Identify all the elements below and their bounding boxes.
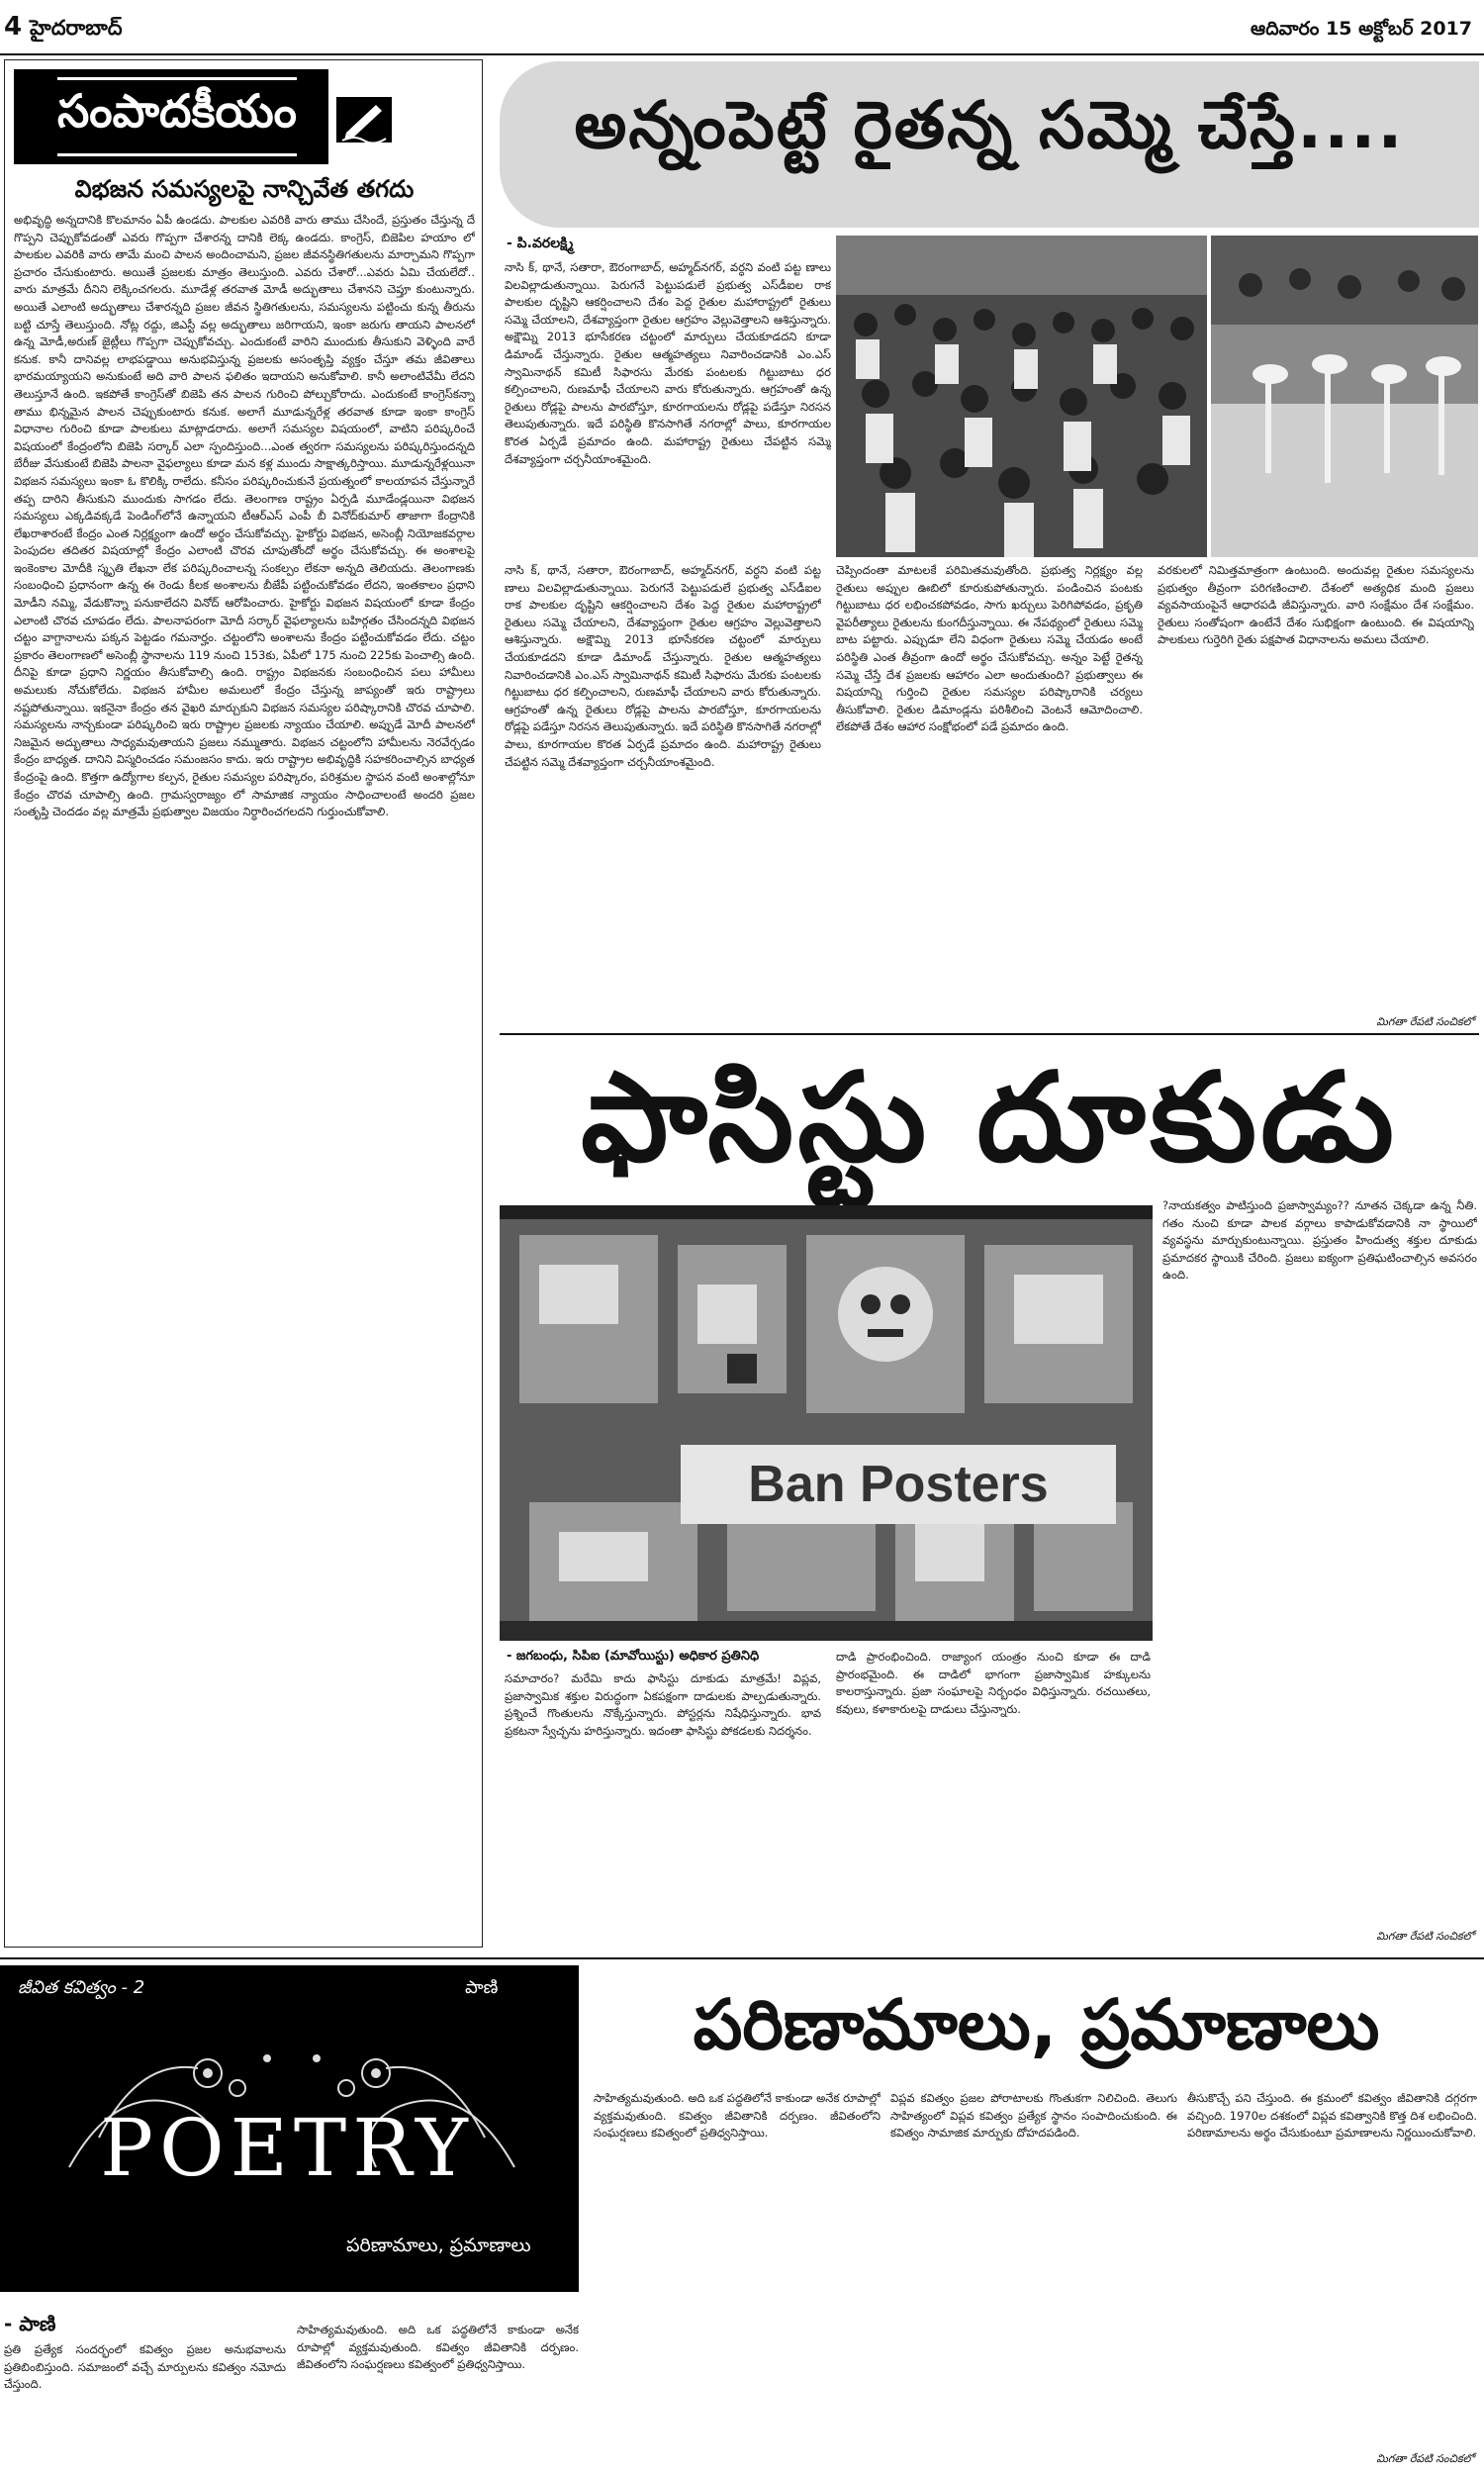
article1-column-3: వరకులలో నిమిత్తమాత్రంగా ఉంటుంది. అందువల్ల రైతుల సమస్యలను ప్రభుత్వం తీవ్రంగా పరిగణించాలి. దేశంలో అత్యధిక మంది ప్రజలు వ్యవసాయంపైనే ఆధారపడి జీవిస్తున్నారు. వారి సంక్షేమం దేశ సంక్షేమం. రైతులు సంతోషంగా ఉంటేనే దేశం సుభిక్షంగా ఉంటుంది. ఈ విషయాన్ని పాలకులు గుర్తెరిగి రైతు పక్షపాత విధానాలను అమలు చేయాలి.	[1158, 563, 1474, 647]
article1-column-1b: నాసి క్, థానే, సతారా, ఔరంగాబాద్, అహ్మద్‌నగర్, వర్ధని వంటి పట్ట ణాలు విలవిల్లాడుతున్నాయి. పెరుగనే పెట్టుపడులే ప్రభుత్వ ఎస్‌డీఐల రాక పాలకుల దృష్టిని ఆకర్షించాలని దేశం పెద్ద రైతుల మహారాష్ట్రలో రైతులు సమ్మె చేయాలని, దేశవ్యాప్తంగా రైతుల ఆగ్రహం వెల్లువెత్తాలని ఆశిస్తున్నారు. అక్షౌమ్ని 2013 భూసేకరణ చట్టంలో మార్పులు చేయకూడదని కూడా డిమాండ్ చేస్తున్నారు. రైతుల ఆత్మహత్యలు నివారించడానికి ఎం.ఎస్ స్వామినాథన్ కమిటీ సిఫారసు మేరకు పంటలకు గిట్టుబాటు ధర కల్పించాలని, రుణమాఫీ చేయాలని వారు కోరుతున్నారు. ఆగ్రహంతో ఉన్న రైతులు రోడ్లపై పాలను పారబోస్తూ, కూరగాయలను రోడ్లపై పడేస్తూ నిరసన తెలుపుతున్నారు. ఇదే పరిస్థితి కొనసాగితే నగరాల్లో పాలు, కూరగాయల కొరత ఏర్పడే ప్రమాదం ఉంది. మహారాష్ట్ర రైతులు చేపట్టిన సమ్మె దేశవ్యాప్తంగా చర్చనీయాంశమైంది.	[505, 563, 821, 769]
pen-icon	[334, 95, 394, 144]
milk-spill-photo	[1211, 236, 1478, 557]
article2-title: ఫాసిస్టు దూకుడు	[581, 1047, 1398, 1190]
article2-column-1: సమాచారం? మరేమి కాదు ఫాసిస్టు దూకుడు మాత్రమే! విప్లవ, ప్రజాస్వామిక శక్తుల విరుద్ధంగా ఏకపక్షంగా దాడులకు పాల్పడుతున్నారు. ప్రశ్నించే గొంతులను నొక్కేస్తున్నారు. పోస్టర్లను నిషేధిస్తున్నారు. భావ ప్రకటనా స్వేచ్ఛను హరిస్తున్నారు. ఇదంతా ఫాసిస్టు పోకడలకు నిదర్శనం.	[505, 1671, 821, 1738]
masthead	[0, 0, 1484, 55]
article3-title: పరిణామాలు, ప్రమాణాలు	[693, 1984, 1380, 2065]
article2-continued: మిగతా రేపటి సంచికలో	[1376, 1930, 1474, 1943]
city-name: హైదరాబాద్	[30, 16, 123, 40]
article3-column-1: సాహిత్యమవుతుంది. అది ఒక పద్ధతిలోనే కాకుండా అనేక రూపాల్లో వ్యక్తమవుతుంది. కవిత్వం జీవితానికి దర్పణం. జీవితంలోని సంఘర్షణలు కవిత్వంలో ప్రతిధ్వనిస్తాయి.	[594, 2091, 881, 2141]
article1-column-1a: నాసి క్, థానే, సతారా, ఔరంగాబాద్, అహ్మద్‌నగర్, వర్ధని వంటి పట్ట ణాలు విలవిల్లాడుతున్నాయి. పెరుగనే పెట్టుపడులే ప్రభుత్వ ఎస్‌డీఐల రాక పాలకుల దృష్టిని ఆకర్షించాలని దేశం పెద్ద రైతుల మహారాష్ట్రలో రైతులు సమ్మె చేయాలని, దేశవ్యాప్తంగా రైతుల ఆగ్రహం వెల్లువెత్తాలని ఆశిస్తున్నారు. అక్షౌమ్ని 2013 భూసేకరణ చట్టంలో మార్పులు చేయకూడదని కూడా డిమాండ్ చేస్తున్నారు. రైతుల ఆత్మహత్యలు నివారించడానికి ఎం.ఎస్ స్వామినాథన్ కమిటీ సిఫారసు మేరకు పంటలకు గిట్టుబాటు ధర కల్పించాలని, రుణమాఫీ చేయాలని వారు కోరుతున్నారు. ఆగ్రహంతో ఉన్న రైతులు రోడ్లపై పాలను పారబోస్తూ, కూరగాయలను రోడ్లపై పడేస్తూ నిరసన తెలుపుతున్నారు. ఇదే పరిస్థితి కొనసాగితే నగరాల్లో పాలు, కూరగాయల కొరత ఏర్పడే ప్రమాదం ఉంది. మహారాష్ట్ర రైతులు చేపట్టిన సమ్మె దేశవ్యాప్తంగా చర్చనీయాంశమైంది.	[505, 260, 831, 466]
article3-continued: మిగతా రేపటి సంచికలో	[1376, 2452, 1474, 2465]
article3-column-2: విప్లవ కవిత్వం ప్రజల పోరాటాలకు గొంతుకగా నిలిచింది. తెలుగు సాహిత్యంలో విప్లవ కవిత్వం ప్రత్యేక స్థానం సంపాదించుకుంది. ఈ కవిత్వం సామాజిక మార్పుకు దోహదపడింది.	[890, 2091, 1177, 2141]
article1-byline: - పి.వరలక్ష్మి	[507, 236, 574, 251]
farmers-protest-photo	[836, 236, 1207, 557]
editorial-body: అభివృద్ధి అన్నదానికి కొలమానం ఏపీ ఉండదు. పాలకుల ఎవరికి వారు తాము చేసిందే, ప్రస్తుతం చేస్తున్న దే గొప్పని చెప్పుకోవడంతో ఎవరు గొప్పగా చేశారన్న దానికి లెక్క ఉండదు. కాంగ్రెస్, బిజెపిల హయాం లో పాలకుల ఎవరికి వారు తామే మంచి పాలన అందించామని, ప్రజల జీవనస్థితిగతులను మార్చామని గొప్పగా ప్రచారం చేసుకుంటారు. అయితే ప్రజలకు మాత్రం తెలుస్తుంది. ఎవరు చేశారో...ఎవరు ఏమి చేయలేదో.. వారు మాత్రమే దీనిని లెక్కించగలరు. మూడేళ్ల తరవాత మోడీ అద్భుతాలు చేశానని చెప్తూ కుంటున్నారు. అయితే ఎలాంటి అద్భుతాలు చేశారన్నది ప్రజల జీవన స్థితిగతులను, సమస్యలను పట్టించు కున్న తీరును బట్టి చూస్తే తెలుస్తుంది. నోట్ల రద్దు, జిఎస్టీ వల్ల అద్భుతాలు జరిగాయని, ఇంకా జరుగు తాయని పాలనలో ఉన్న మోడీ,అరుణ్ జైట్లీలు గొప్పగా చెప్పుకోవచ్చు. ఎందుకంటే వారిని ముందుకు తీసుకుని వెళ్ళింది వారే కనుక. కానీ దానివల్ల లాభపడ్డాయి అనుభవిస్తున్న ప్రజలకు అసంతృప్తి వ్యక్తం చేస్తూ తమ జీవితాలు భారమయ్యాయని అనుకుంటే అది వారి పాలన ఫలితం ఇదాయని అనుకోవాలి. కానీ అలాంటివేమీ లేదని తెలుస్తూనే ఉంది. ఇకపోతే కాంగ్రెస్‌తో బిజెపి తన పాలన గురించి పోల్చుకోరాదు. ఎందుకంటే కాంగ్రెస్‌కన్నా తాము భిన్నమైన పాలన చెప్పుకుంటారు కనుక. అలాగే మూడున్నరేళ్ల తరవాత కూడా ఇంకా కాంగ్రెస్ విధానాల గురించి కూడా పాలకులు మాట్లాడరాదు. అలాగే సమస్యల విషయంలో, వాటిని పరిష్కరించే విషయంలో కేంద్రంలోని బిజెపి సర్కార్ ఎలా స్పందిస్తుంది...ఎంత త్వరగా సమస్యలను పరిష్కరిస్తుందన్నది బేరీజు వేసుకుంటే బిజెపి పాలనా వైఫల్యాలు కూడా మన కళ్ల ముందు సాక్షాత్కరిస్తాయి. మూడున్నరేళ్లయినా విభజన సమస్యలు ఇంకా ఓ కొలిక్కి రాలేదు. కనీసం పరిష్కరించుకునే ప్రయత్నంలో కాలయాపన చేస్తున్నారే తప్ప దారిని తీసుకుని ముందుకు సాగడం లేదు. తెలంగాణ రాష్ట్రం ఏర్పడి మూడేండ్లయినా విభజన సమస్యలు ఎక్కడివక్కడే పెండింగ్‌లోనే ఉన్నాయని టీఆర్‌ఎస్ ఎంపీ బీ వినోద్‌కుమార్ తాజాగా కేంద్రానికి లేఖరాశారంటే కేంద్రం ఎంత నిర్లక్ష్యంగా ఉందో అర్థం చేసుకోవచ్చు. హైకోర్టు విభజన, అసెంబ్లీ నియోజకవర్గాల పెంపుదల తదితర విషయాల్లో కేంద్రం ఎలాంటి చొరవ చూపుతోందో అర్థం చేసుకోవచ్చు. ఈ అంశాలపై ఇంకెంకాల మోదీకి స్మృతి లేఖనా లేక పరిష్కరించాలన్న సంకల్పం లేకనా అన్నది తెలియదు. తెలంగాణకు సంబంధించి ప్రధానంగా ఉన్న ఈ రెండు కీలక అంశాలను బీజేపీ పట్టించుకోవడం లేదని, ఇంతకాలం ప్రధాని మోడీని నమ్మి, వేడుకొన్నా పనుకాలేదని వినోద్ ఆరోపించారు. హైకోర్టు విభజన విషయంలో కూడా కేంద్రం ఎలాంటి చొరవ చూపడం లేదు. పాలనాపరంగా మోదీ సర్కార్ వైఫల్యాలను బహిర్గతం చేసిందన్నది విభజన చట్టం వాగ్దానాలను పక్కన పెట్టడం గమనార్హం. చట్టంలోని అంశాలను కేంద్రం పట్టించుకోవడం లేదు. చట్టం ప్రకారం తెలంగాణలో అసెంబ్లీ స్థానాలను 119 నుంచి 153కు, ఏపీలో 175 నుంచి 225కు పెంచాల్సి ఉంది. దీనిపై కూడా ప్రధాని నిర్ణయం తీసుకోవాల్సి ఉంది. రాష్ట్రం విభజనకు సంబంధించిన పలు హామీలు అమలుకు నోచుకోలేదు. విభజన హామీల అమలులో కేంద్రం చేస్తున్న జాప్యంతో ఇరు రాష్ట్రాలు నష్టపోతున్నాయి. ఇకనైనా కేంద్రం తన వైఖరి మార్చుకుని విభజన సమస్యల పరిష్కారానికి చొరవ చూపాలి. సమస్యలను నాన్చకుండా పరిష్కరించి ఇరు రాష్ట్రాల ప్రజలకు న్యాయం చేయాలి. అప్పుడే మోదీ పాలనలో నిజమైన అద్భుతాలు సాధ్యమవుతాయని ప్రజలు నమ్ముతారు. విభజన చట్టంలోని హామీలను నెరవేర్చడం కేంద్రం బాధ్యత. దానిని విస్మరించడం సమంజసం కాదు. ఇరు రాష్ట్రాల అభివృద్ధికి సహకరించాల్సిన బాధ్యత కేంద్రంపై ఉంది. కొత్తగా ఉద్యోగాల కల్పన, రైతుల సమస్యల పరిష్కారం, పరిశ్రమల స్థాపన వంటి అంశాల్లోనూ కేంద్రం చొరవ చూపాల్సి ఉంది. గ్రామస్వరాజ్యం లో సామాజిక న్యాయం సాధించాలంటే అందరి ప్రజల సంతృప్తి చెందడం వల్ల మాత్రమే ప్రభుత్వాల విజయం నిర్ధారించగలదని గుర్తుంచుకోవాలి.	[14, 213, 475, 819]
editorial-banner	[14, 69, 328, 164]
article2-column-3: ?నాయకత్వం పాటిస్తుంది ప్రజాస్వామ్యం?? నూతన చెక్కడా ఉన్న నీతి. గతం నుంచి కూడా పాలక వర్గాలు కాపాడుకోవడానికి నా స్థాయిలో వ్యవస్థను మార్చుకుంటున్నాయి. ప్రస్తుతం హిందుత్వ శక్తుల దూకుడు ప్రమాదకర స్థాయికి చేరింది. ప్రజలు ఐక్యంగా ప్రతిఘటించాల్సిన అవసరం ఉంది.	[1162, 1198, 1477, 1283]
article1-column-2: చెప్పిందంతా మాటలకే పరిమితమవుతోంది. ప్రభుత్వ నిర్లక్ష్యం వల్ల రైతులు అప్పుల ఊబిలో కూరుకుపోతున్నారు. పండించిన పంటకు గిట్టుబాటు ధర లభించకపోవడం, సాగు ఖర్చులు పెరిగిపోవడం, ప్రకృతి వైపరీత్యాలు రైతులను కుంగదీస్తున్నాయి. ఈ నేపథ్యంలో రైతులు సమ్మె బాట పట్టారు. ఎప్పుడూ లేని విధంగా రైతులు సమ్మె చేయడం అంటే పరిస్థితి ఎంత తీవ్రంగా ఉందో అర్థం చేసుకోవచ్చు. అన్నం పెట్టే రైతన్న సమ్మె చేస్తే దేశ ప్రజలకు ఆహారం ఎలా అందుతుంది? ప్రభుత్వాలు ఈ విషయాన్ని గుర్తించి రైతుల సమస్యల పరిష్కారానికి చర్యలు తీసుకోవాలి. రైతుల డిమాండ్లను పరిశీలించి వెంటనే ఆమోదించాలి. లేకపోతే దేశం ఆహార సంక్షోభంలో పడే ప్రమాదం ఉంది.	[836, 563, 1143, 734]
article3-column-3: తీసుకొచ్చే పని చేస్తుంది. ఈ క్రమంలో కవిత్వం జీవితానికి దగ్గరగా వచ్చింది. 1970ల దశకంలో విప్లవ కవిత్వానికి కొత్త దిశ లభించింది. పరిణామాలను అర్థం చేసుకుంటూ ప్రమాణాలను నిర్ణయించుకోవాలి.	[1187, 2091, 1477, 2141]
article1-rule	[500, 1033, 1479, 1035]
article3-byline: - పాణి	[4, 2312, 56, 2335]
article2-rule	[0, 1957, 1484, 1959]
article3-column-0b: సాహిత్యమవుతుంది. అది ఒక పద్ధతిలోనే కాకుండా అనేక రూపాల్లో వ్యక్తమవుతుంది. కవిత్వం జీవితానికి దర్పణం. జీవితంలోని సంఘర్షణలు కవిత్వంలో ప్రతిధ్వనిస్తాయి.	[297, 2323, 579, 2372]
article3-column-0: ప్రతి ప్రత్యేక సందర్భంలో కవిత్వం ప్రజల అనుభవాలను ప్రతిబింబిస్తుంది. సమాజంలో వచ్చే మార్పులను కవిత్వం నమోదు చేస్తుంది.	[4, 2342, 286, 2392]
poetry-subtitle: పరిణామాలు, ప్రమాణాలు	[346, 2235, 531, 2256]
article1-continued: మిగతా రేపటి సంచికలో	[1376, 1015, 1474, 1028]
article2-column-2: దాడి ప్రారంభించింది. రాజ్యాంగ యంత్రం నుంచి కూడా ఈ దాడి ప్రారంభమైంది. ఈ దాడిలో భాగంగా ప్రజాస్వామిక హక్కులను కాలరాస్తున్నారు. ప్రజా సంఘాలపై నిర్బంధం విధిస్తున్నారు. రచయితలు, కవులు, కళాకారులపై దాడులు చేస్తున్నారు.	[836, 1650, 1151, 1716]
article2-byline: - జగబంధు, సిపిఐ (మావోయిస్టు) అధికార ప్రతినిధి	[507, 1649, 760, 1664]
milk-protest-illustration	[1211, 236, 1478, 557]
poetry-series-label: జీవిత కవిత్వం - 2	[18, 1977, 145, 1998]
torn-posters-illustration	[500, 1205, 1153, 1641]
poetry-word: POETRY	[100, 2102, 474, 2194]
page-number: 4	[4, 12, 23, 42]
masthead-rule	[0, 53, 1484, 55]
poetry-author-label: పాణి	[465, 1977, 499, 1998]
issue-date: ఆదివారం 15 అక్టోబర్ 2017	[1251, 18, 1472, 40]
article1-title: అన్నంపెట్టే రైతన్న సమ్మె చేస్తే....	[574, 87, 1405, 163]
editorial-banner-label: సంపాదకీయం	[57, 77, 297, 156]
crowd-illustration	[836, 236, 1207, 557]
editorial-headline: విభజన సమస్యలపై నాన్చివేత తగదు	[74, 175, 415, 203]
torn-posters-photo	[500, 1205, 1153, 1641]
ban-posters-caption: Ban Posters	[681, 1445, 1116, 1524]
